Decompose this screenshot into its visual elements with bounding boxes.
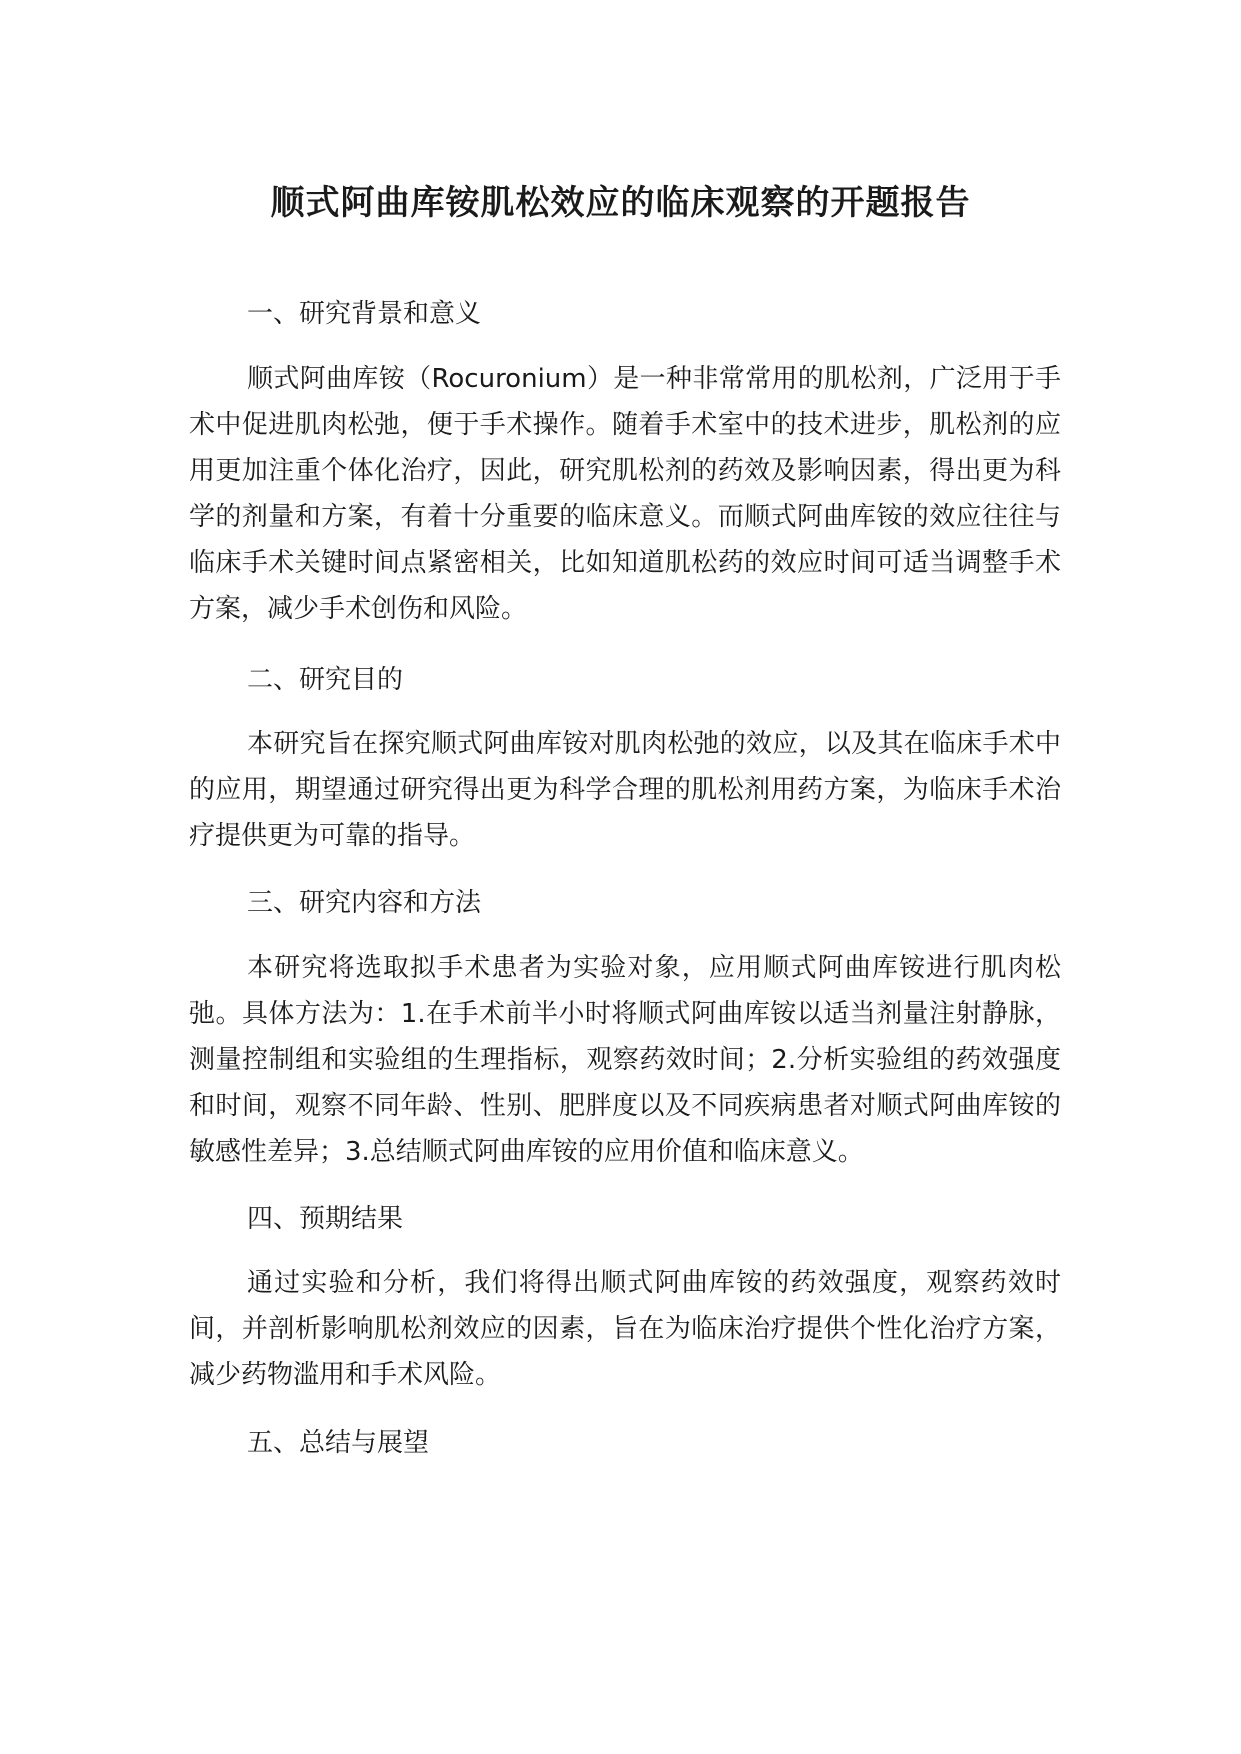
section-heading-background: 一、研究背景和意义 <box>247 299 482 329</box>
section-heading-expected-results: 四、预期结果 <box>247 1204 404 1234</box>
document-title: 顺式阿曲库铵肌松效应的临床观察的开题报告 <box>270 183 971 223</box>
section-heading-summary: 五、总结与展望 <box>247 1428 430 1458</box>
section-paragraph-objective: 本研究旨在探究顺式阿曲库铵对肌肉松弛的效应，以及其在临床手术中的应用，期望通过研究得出更为科学合理的肌松剂用药方案，为临床手术治疗提供更为可靠的指导。 <box>189 729 1061 851</box>
section-paragraph-expected-results: 通过实验和分析，我们将得出顺式阿曲库铵的药效强度，观察药效时间，并剖析影响肌松剂效应的因素，旨在为临床治疗提供个性化治疗方案，减少药物滥用和手术风险。 <box>189 1268 1061 1390</box>
section-heading-objective: 二、研究目的 <box>247 665 404 695</box>
section-paragraph-background: 顺式阿曲库铵（Rocuronium）是一种非常常用的肌松剂，广泛用于手术中促进肌肉松弛，便于手术操作。随着手术室中的技术进步，肌松剂的应用更加注重个体化治疗，因此，研究肌松剂的药效及影响因素，得出更为科学的剂量和方案，有着十分重要的临床意义。而顺式阿曲库铵的效应往往与临床手术关键时间点紧密相关，比如知道肌松药的效应时间可适当调整手术方案，减少手术创伤和风险。 <box>189 364 1061 624</box>
section-paragraph-methods: 本研究将选取拟手术患者为实验对象，应用顺式阿曲库铵进行肌肉松弛。具体方法为：1.在手术前半小时将顺式阿曲库铵以适当剂量注射静脉，测量控制组和实验组的生理指标，观察药效时间；2.分析实验组的药效强度和时间，观察不同年龄、性别、肥胖度以及不同疾病患者对顺式阿曲库铵的敏感性差异；3.总结顺式阿曲库铵的应用价值和临床意义。 <box>189 953 1061 1167</box>
section-heading-methods: 三、研究内容和方法 <box>247 888 482 918</box>
